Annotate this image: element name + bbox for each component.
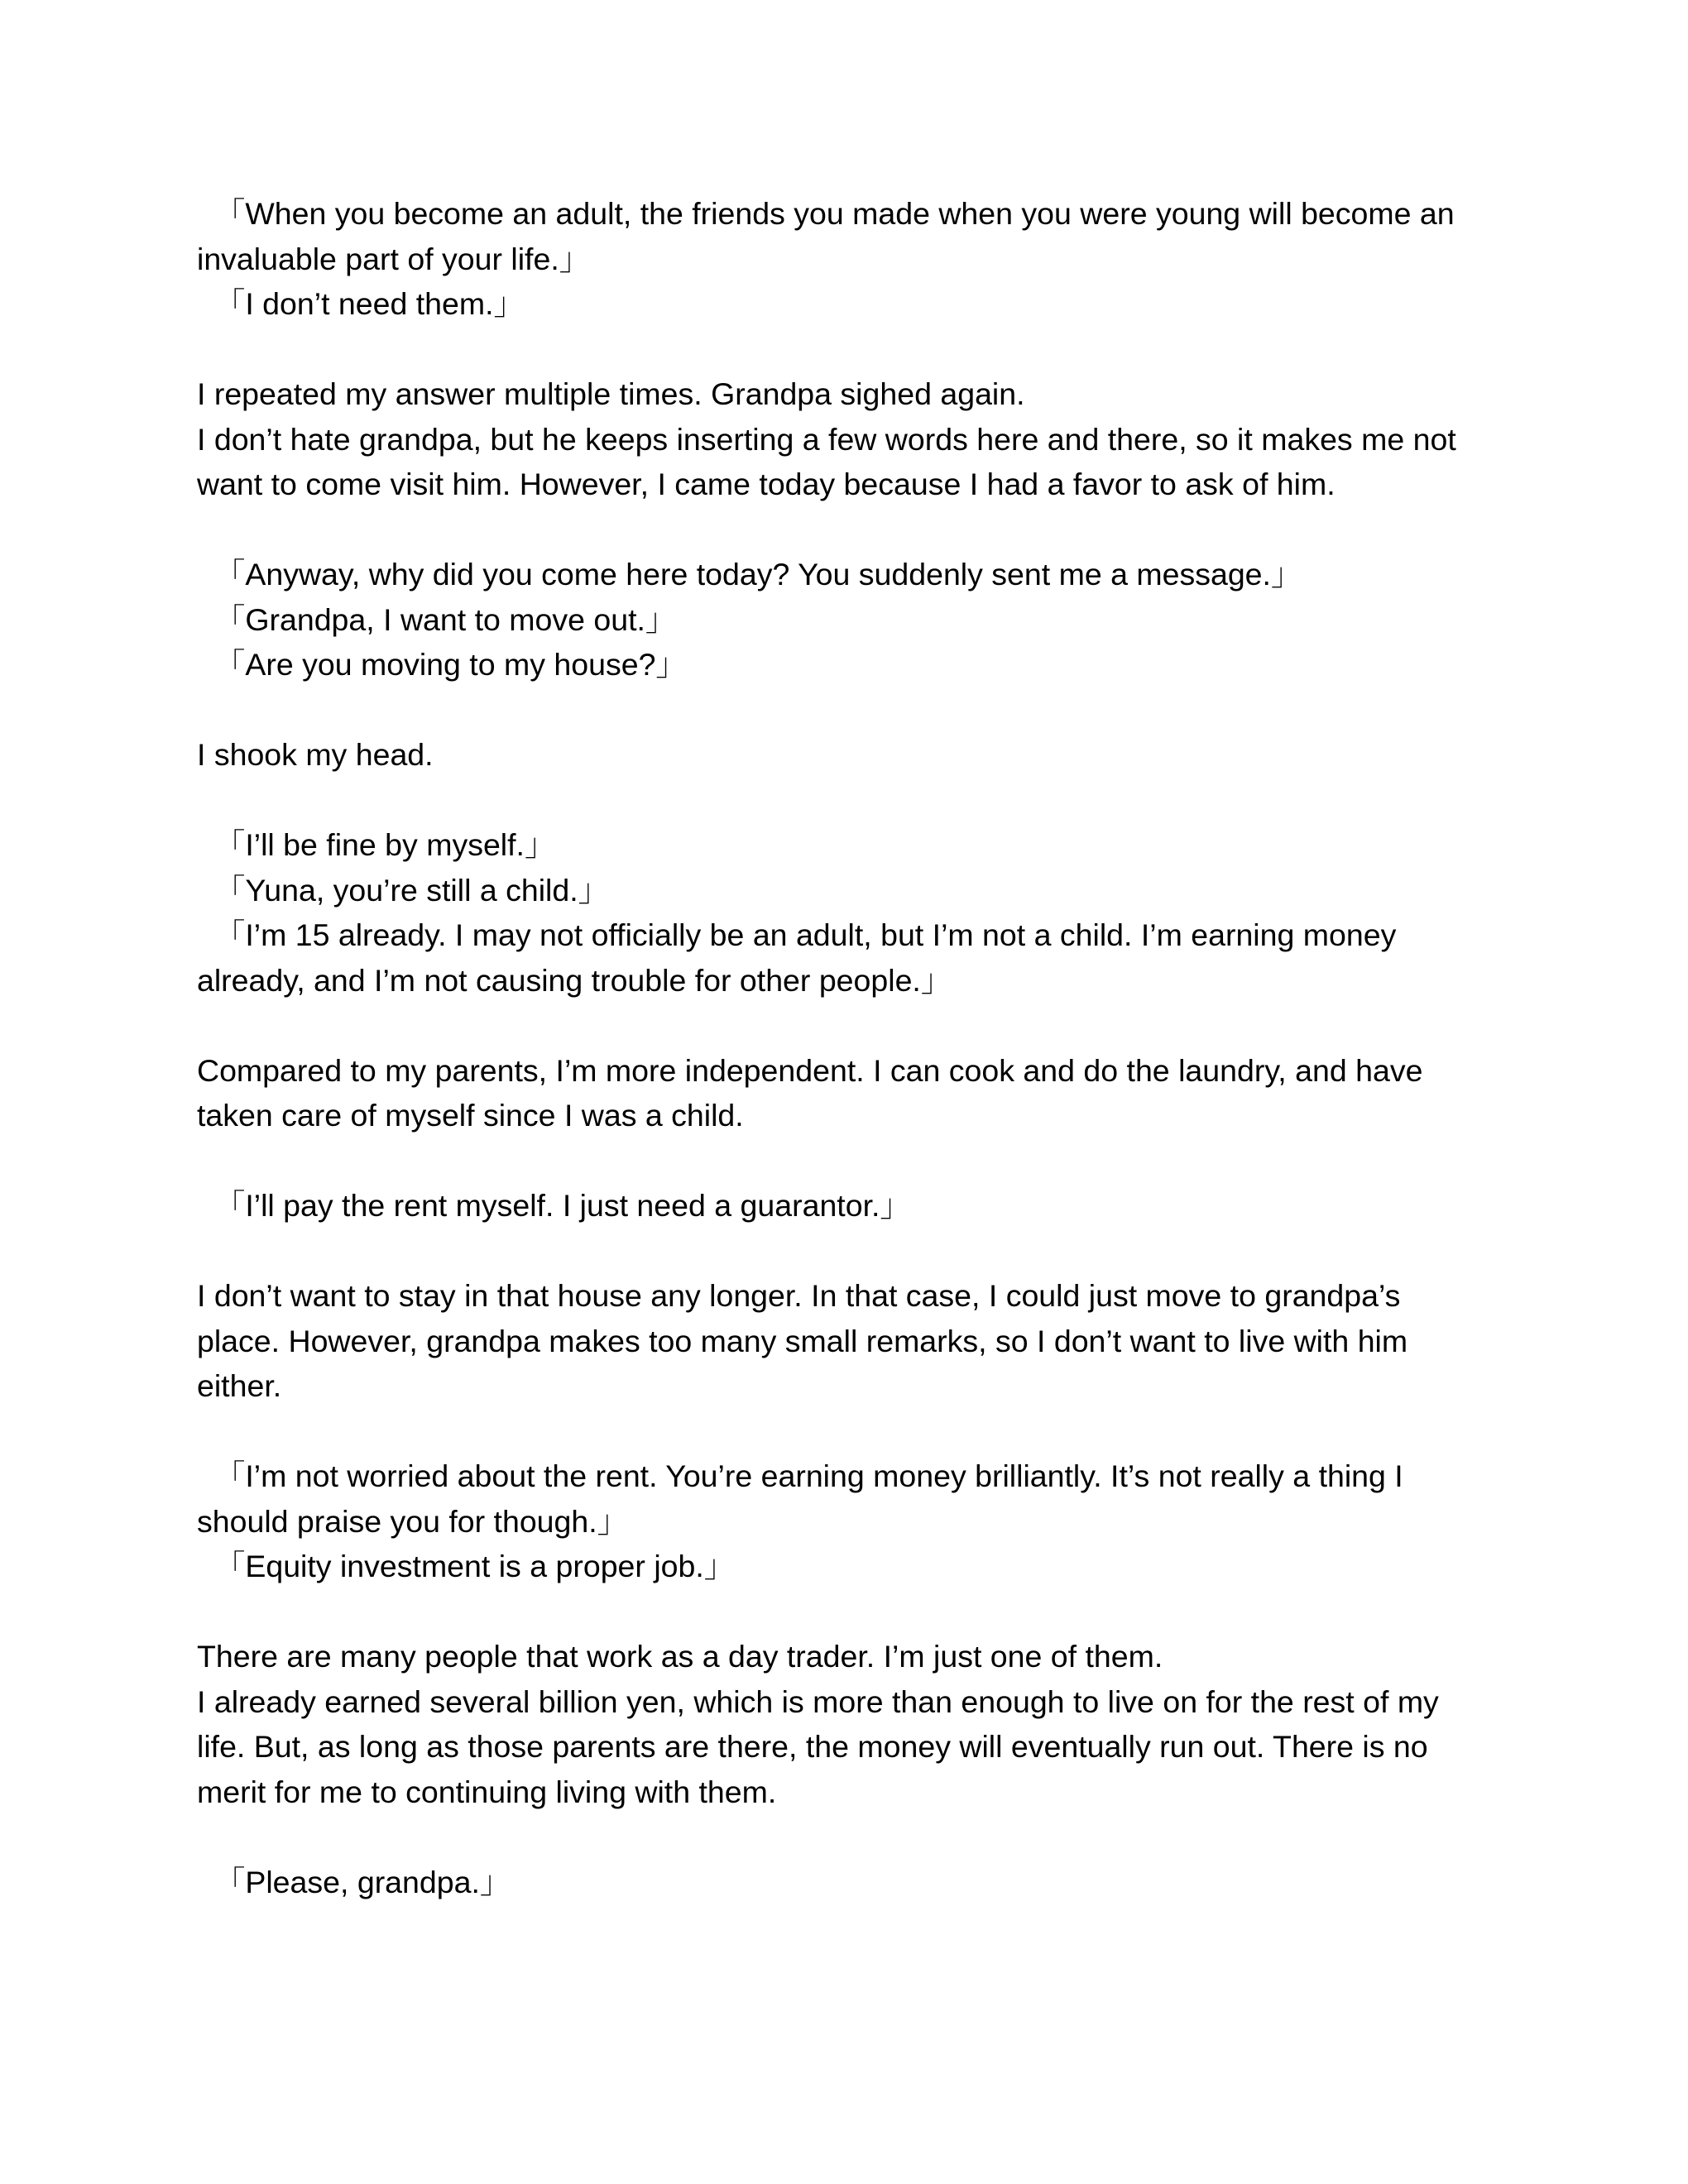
narration-paragraph: I shook my head. xyxy=(197,737,434,772)
narration-paragraph: I already earned several billion yen, which is more than enough to live on for the rest of my life. But, as long as those parents are there, the money will eventually run out. There is no merit for me to continuing living with them. xyxy=(197,1684,1439,1809)
dialogue-line: 「Anyway, why did you come here today? You suddenly sent me a message.」 xyxy=(197,557,1302,592)
narration-paragraph: I don’t hate grandpa, but he keeps inserting a few words here and there, so it makes me not want to come visit him. However, I came today because I had a favor to ask of him. xyxy=(197,421,1456,501)
blank-line xyxy=(197,1589,1488,1635)
dialogue-line: 「I’m 15 already. I may not officially be an adult, but I’m not a child. I’m earning money already, and I’m not causing trouble for other people.」 xyxy=(197,917,1397,998)
blank-line xyxy=(197,1228,1488,1274)
dialogue-line: 「Are you moving to my house?」 xyxy=(197,647,687,682)
blank-line xyxy=(197,687,1488,733)
dialogue-line: 「I’ll be fine by myself.」 xyxy=(197,827,556,862)
narration-paragraph: Compared to my parents, I’m more independent. I can cook and do the laundry, and have taken care of myself since I was a child. xyxy=(197,1052,1423,1133)
blank-line xyxy=(197,1409,1488,1454)
narration-paragraph: I repeated my answer multiple times. Grandpa sighed again. xyxy=(197,376,1025,411)
document-body xyxy=(197,191,1488,1904)
narration-paragraph: There are many people that work as a day trader. I’m just one of them. xyxy=(197,1639,1163,1674)
dialogue-line: 「Grandpa, I want to move out.」 xyxy=(197,601,677,637)
blank-line xyxy=(197,1814,1488,1860)
blank-line xyxy=(197,327,1488,372)
narration-paragraph: I don’t want to stay in that house any longer. In that case, I could just move to grandpa’s place. However, grandpa makes too many small remarks, so I don’t want to live with him either. xyxy=(197,1278,1408,1403)
dialogue-line: 「Yuna, you’re still a child.」 xyxy=(197,872,610,908)
dialogue-line: 「I don’t need them.」 xyxy=(197,286,525,321)
blank-line xyxy=(197,778,1488,823)
dialogue-line: 「When you become an adult, the friends you made when you were young will become an invaluable part of your life.」 xyxy=(197,196,1455,276)
dialogue-line: 「Please, grandpa.」 xyxy=(197,1864,511,1899)
dialogue-line: 「I’ll pay the rent myself. I just need a guarantor.」 xyxy=(197,1188,911,1223)
dialogue-line: 「I’m not worried about the rent. You’re earning money brilliantly. It’s not really a thing I should praise you for though.」 xyxy=(197,1458,1403,1539)
blank-line xyxy=(197,507,1488,553)
dialogue-line: 「Equity investment is a proper job.」 xyxy=(197,1549,736,1583)
blank-line xyxy=(197,1003,1488,1048)
blank-line xyxy=(197,1138,1488,1184)
